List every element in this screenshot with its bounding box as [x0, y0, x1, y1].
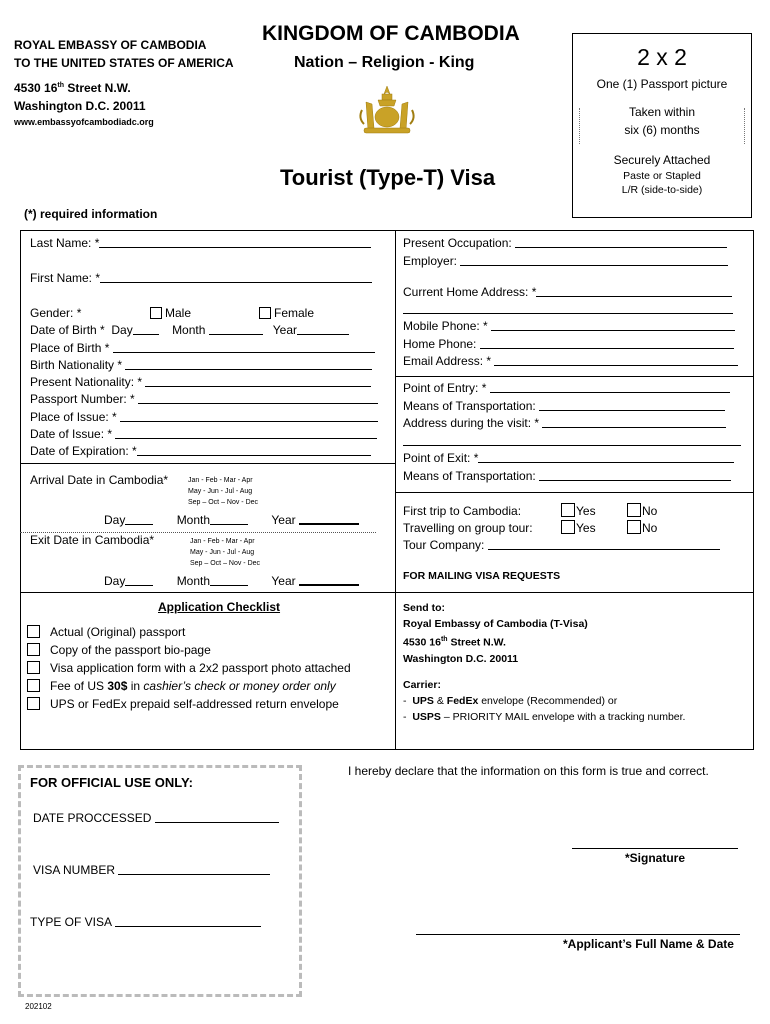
checklist-checkbox[interactable]	[27, 643, 40, 656]
checkbox-group-tour-no[interactable]	[627, 520, 641, 534]
first-trip-yes[interactable]: Yes	[561, 503, 596, 521]
official-use-box	[18, 765, 302, 997]
photo-box[interactable]	[572, 33, 752, 218]
group-tour-no[interactable]: No	[627, 520, 657, 538]
mailing-header: FOR MAILING VISA REQUESTS	[403, 570, 561, 582]
carrier-ups-fedex: - UPS & FedEx envelope (Recommended) or	[403, 695, 618, 707]
home-address-line2[interactable]	[403, 313, 733, 314]
official-use-title: FOR OFFICIAL USE ONLY:	[30, 775, 193, 790]
first-name-field[interactable]: First Name: *	[30, 270, 372, 288]
full-name-date-line[interactable]	[416, 934, 740, 935]
gender-male-option[interactable]: Male	[150, 305, 191, 323]
arrival-date-label: Arrival Date in Cambodia*	[30, 473, 169, 487]
tour-company-field[interactable]: Tour Company:	[403, 537, 720, 555]
checklist-title: Application Checklist	[158, 600, 281, 614]
embassy-website: www.embassyofcambodiadc.org	[14, 117, 154, 127]
visa-number-field[interactable]: VISA NUMBER	[33, 862, 270, 880]
declaration-text: I hereby declare that the information on this form is true and correct.	[348, 764, 709, 778]
embassy-address-line2: Washington D.C. 20011	[14, 99, 146, 113]
left-section-divider1	[20, 463, 396, 464]
date-processed-field[interactable]: DATE PROCCESSED	[33, 810, 279, 828]
means-transport-exit-field[interactable]: Means of Transportation:	[403, 468, 731, 486]
checklist-checkbox[interactable]	[27, 679, 40, 692]
photo-line1: One (1) Passport picture	[596, 77, 728, 91]
right-section-divider3	[395, 592, 754, 593]
motto: Nation – Religion - King	[294, 54, 475, 71]
left-section-divider2	[20, 592, 396, 593]
checkbox-male[interactable]	[150, 307, 162, 319]
home-phone-field[interactable]: Home Phone:	[403, 336, 734, 354]
mobile-phone-field[interactable]: Mobile Phone: *	[403, 318, 735, 336]
place-of-issue-field[interactable]: Place of Issue: *	[30, 409, 378, 427]
present-occupation-field[interactable]: Present Occupation:	[403, 235, 727, 253]
photo-line4: Securely Attached	[613, 153, 711, 167]
present-nationality-field[interactable]: Present Nationality: *	[30, 374, 371, 392]
right-section-divider1	[395, 376, 754, 377]
carrier-usps: - USPS – PRIORITY MAIL envelope with a tracking number.	[403, 711, 686, 723]
checklist-item-biopage[interactable]: Copy of the passport bio-page	[27, 642, 211, 660]
mailing-address: Send to: Royal Embassy of Cambodia (T-Visa) 4530 16th Street N.W. Washington D.C. 20011	[403, 602, 588, 665]
photo-guide-right	[744, 108, 745, 144]
group-tour-yes[interactable]: Yes	[561, 520, 596, 538]
checkbox-female[interactable]	[259, 307, 271, 319]
point-of-entry-field[interactable]: Point of Entry: *	[403, 380, 730, 398]
photo-line6: L/R (side-to-side)	[621, 184, 703, 196]
birth-nationality-field[interactable]: Birth Nationality *	[30, 357, 372, 375]
required-note: (*) required information	[24, 207, 158, 221]
point-of-exit-field[interactable]: Point of Exit: *	[403, 450, 734, 468]
checklist-checkbox[interactable]	[27, 625, 40, 638]
arrival-date-inputs[interactable]: Day Month Year	[104, 511, 359, 530]
photo-line3: six (6) months	[624, 123, 700, 137]
form-title: Tourist (Type-T) Visa	[280, 165, 496, 190]
visit-address-line2[interactable]	[403, 445, 741, 446]
kingdom-title: KINGDOM OF CAMBODIA	[262, 22, 520, 45]
first-trip-label: First trip to Cambodia:	[403, 504, 522, 518]
exit-date-label: Exit Date in Cambodia*	[30, 533, 155, 547]
full-name-date-label: *Applicant’s Full Name & Date	[563, 937, 734, 951]
checklist-item-passport[interactable]: Actual (Original) passport	[27, 624, 185, 642]
checkbox-first-trip-yes[interactable]	[561, 503, 575, 517]
type-of-visa-field[interactable]: TYPE OF VISA	[30, 914, 261, 932]
checkbox-group-tour-yes[interactable]	[561, 520, 575, 534]
carrier-label: Carrier:	[403, 679, 441, 691]
signature-line[interactable]	[572, 848, 738, 849]
checkbox-first-trip-no[interactable]	[627, 503, 641, 517]
place-of-birth-field[interactable]: Place of Birth *	[30, 340, 375, 358]
group-tour-label: Travelling on group tour:	[403, 521, 533, 535]
checklist-item-form[interactable]: Visa application form with a 2x2 passport photo attached	[27, 660, 351, 678]
checklist-item-fee[interactable]: Fee of US 30$ in cashier’s check or money order only	[27, 678, 336, 696]
dob-field[interactable]: Date of Birth * Day Month Year	[30, 322, 349, 340]
checklist-checkbox[interactable]	[27, 661, 40, 674]
photo-size: 2 x 2	[637, 44, 687, 70]
right-section-divider2	[395, 492, 754, 493]
embassy-name-line1: ROYAL EMBASSY OF CAMBODIA	[14, 38, 207, 52]
checklist-item-envelope[interactable]: UPS or FedEx prepaid self-addressed return envelope	[27, 696, 339, 714]
arrival-months-list: Jan - Feb - Mar - Apr May - Jun - Jul - Aug Sep – Oct – Nov - Dec	[188, 477, 259, 506]
date-of-expiration-field[interactable]: Date of Expiration: *	[30, 443, 371, 461]
current-home-address-field[interactable]: Current Home Address: *	[403, 284, 732, 302]
form-code: 202102	[25, 1002, 52, 1011]
checklist-checkbox[interactable]	[27, 697, 40, 710]
means-transport-entry-field[interactable]: Means of Transportation:	[403, 398, 725, 416]
column-divider	[395, 230, 396, 750]
photo-line5: Paste or Stapled	[623, 170, 701, 182]
gender-female-option[interactable]: Female	[259, 305, 314, 323]
exit-months-list: Jan - Feb - Mar - Apr May - Jun - Jul - Aug Sep – Oct – Nov - Dec	[190, 538, 261, 567]
employer-field[interactable]: Employer:	[403, 253, 728, 271]
last-name-field[interactable]: Last Name: *	[30, 235, 371, 253]
embassy-address-line1: 4530 16th Street N.W.	[14, 81, 131, 95]
embassy-name-line2: TO THE UNITED STATES OF AMERICA	[14, 56, 234, 70]
photo-line2: Taken within	[628, 105, 696, 119]
exit-date-inputs[interactable]: Day Month Year	[104, 572, 359, 591]
passport-number-field[interactable]: Passport Number: *	[30, 391, 378, 409]
email-field[interactable]: Email Address: *	[403, 353, 738, 371]
embassy-block	[14, 36, 234, 129]
date-of-issue-field[interactable]: Date of Issue: *	[30, 426, 377, 444]
address-during-visit-field[interactable]: Address during the visit: *	[403, 415, 726, 433]
gender-field: Gender: *	[30, 306, 82, 320]
photo-guide-left	[579, 108, 580, 144]
signature-label: *Signature	[625, 851, 686, 865]
royal-coat-of-arms-icon	[356, 84, 418, 136]
first-trip-no[interactable]: No	[627, 503, 657, 521]
